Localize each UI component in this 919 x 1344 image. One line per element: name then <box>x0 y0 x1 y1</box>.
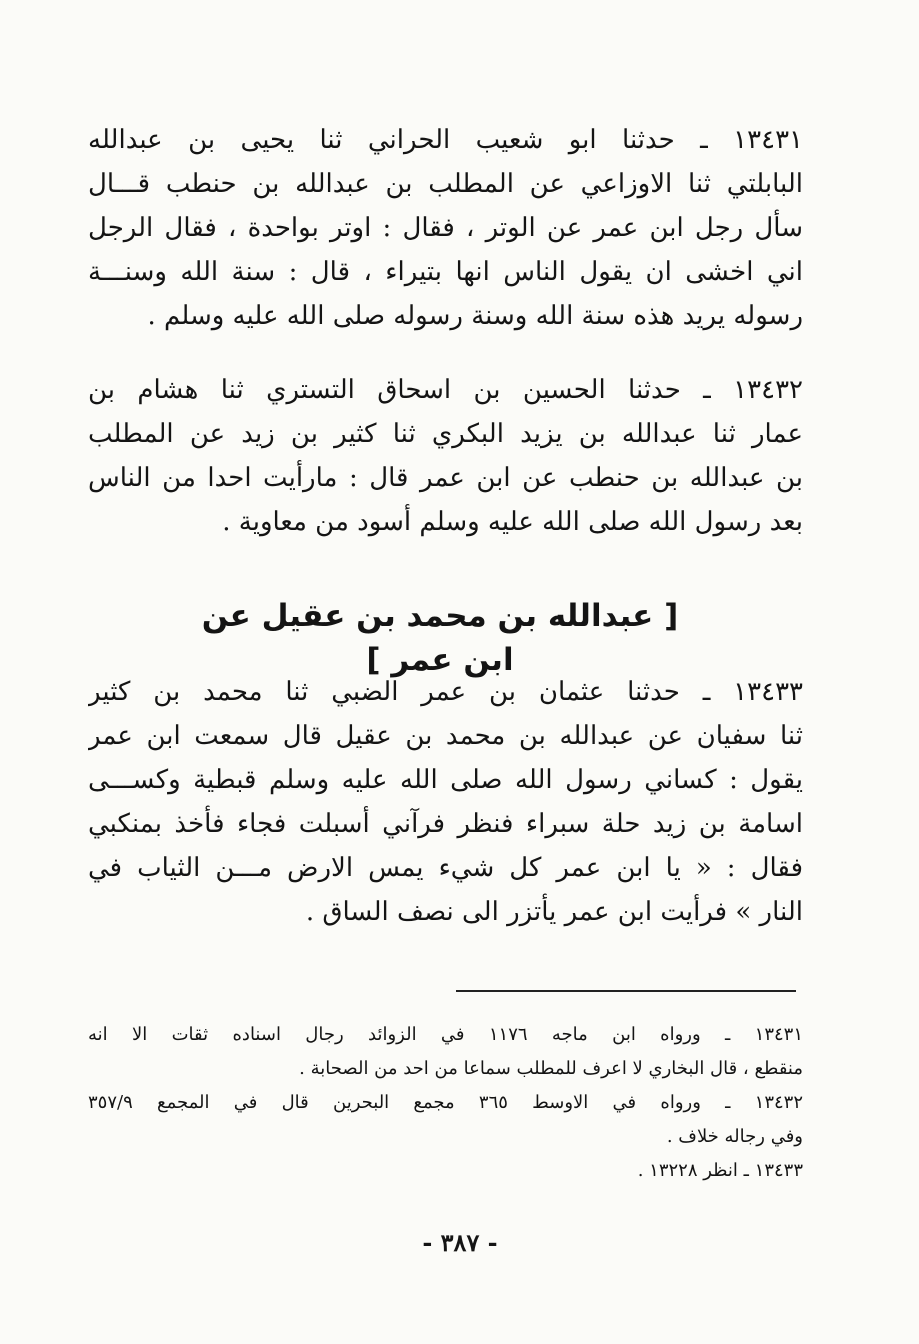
text-line: يقول : كساني رسول الله صلى الله عليه وسلم قبطية وكســـى <box>88 765 803 795</box>
text-line: رسوله يريد هذه سنة الله وسنة رسوله صلى الله عليه وسلم . <box>147 301 803 331</box>
footnote-13432 <box>88 1086 803 1154</box>
footnote-13433 <box>88 1154 803 1188</box>
text-line: ١٣٤٣١ ـ حدثنا ابو شعيب الحراني ثنا يحيى بن عبدالله <box>88 125 803 155</box>
footnote-line: ١٣٤٣١ ـ ورواه ابن ماجه ١١٧٦ في الزوائد رجال اسناده ثقات الا انه <box>88 1024 803 1045</box>
hadith-13432 <box>88 368 803 544</box>
text-line: بن عبدالله بن حنطب عن ابن عمر قال : مارأيت احدا من الناس <box>88 463 803 493</box>
text-line: بعد رسول الله صلى الله عليه وسلم أسود من معاوية . <box>222 507 803 537</box>
footnotes <box>88 1018 803 1188</box>
section-heading: [ عبدالله بن محمد بن عقيل عن ابن عمر ] <box>201 598 679 678</box>
footnote-line: منقطع ، قال البخاري لا اعرف للمطلب سماعا من احد من الصحابة . <box>299 1058 803 1079</box>
footnote-line: ١٣٤٣٢ ـ ورواه في الاوسط ٣٦٥ مجمع البحرين قال في المجمع ٣٥٧/٩ <box>88 1092 803 1113</box>
hadith-13431 <box>88 118 803 338</box>
footnote-line: وفي رجاله خلاف . <box>666 1126 803 1147</box>
text-line: ١٣٤٣٣ ـ حدثنا عثمان بن عمر الضبي ثنا محمد بن كثير <box>88 677 803 707</box>
footnote-line: ١٣٤٣٣ ـ انظر ١٣٢٢٨ . <box>637 1160 803 1181</box>
hadith-13433 <box>88 670 803 934</box>
text-line: فقال : « يا ابن عمر كل شيء يمس الارض مـــن الثياب في <box>88 853 803 883</box>
text-line: عمار ثنا عبدالله بن يزيد البكري ثنا كثير بن زيد عن المطلب <box>88 419 803 449</box>
text-line: النار » فرأيت ابن عمر يأتزر الى نصف الساق . <box>305 897 803 927</box>
page-number: - ٣٨٧ - <box>422 1228 498 1257</box>
text-line: اني اخشى ان يقول الناس انها بتيراء ، قال : سنة الله وسنـــة <box>88 257 803 287</box>
footnote-13431 <box>88 1018 803 1086</box>
footnote-divider <box>456 990 796 992</box>
text-line: ثنا سفيان عن عبدالله بن محمد بن عقيل قال سمعت ابن عمر <box>88 721 803 751</box>
text-line: اسامة بن زيد حلة سبراء فنظر فرآني أسبلت فجاء فأخذ بمنكبي <box>88 809 803 839</box>
text-line: ١٣٤٣٢ ـ حدثنا الحسين بن اسحاق التستري ثنا هشام بن <box>88 375 803 405</box>
text-line: سأل رجل ابن عمر عن الوتر ، فقال : اوتر بواحدة ، فقال الرجل <box>88 213 803 243</box>
text-line: البابلتي ثنا الاوزاعي عن المطلب بن عبدالله بن حنطب قـــال <box>88 169 803 199</box>
